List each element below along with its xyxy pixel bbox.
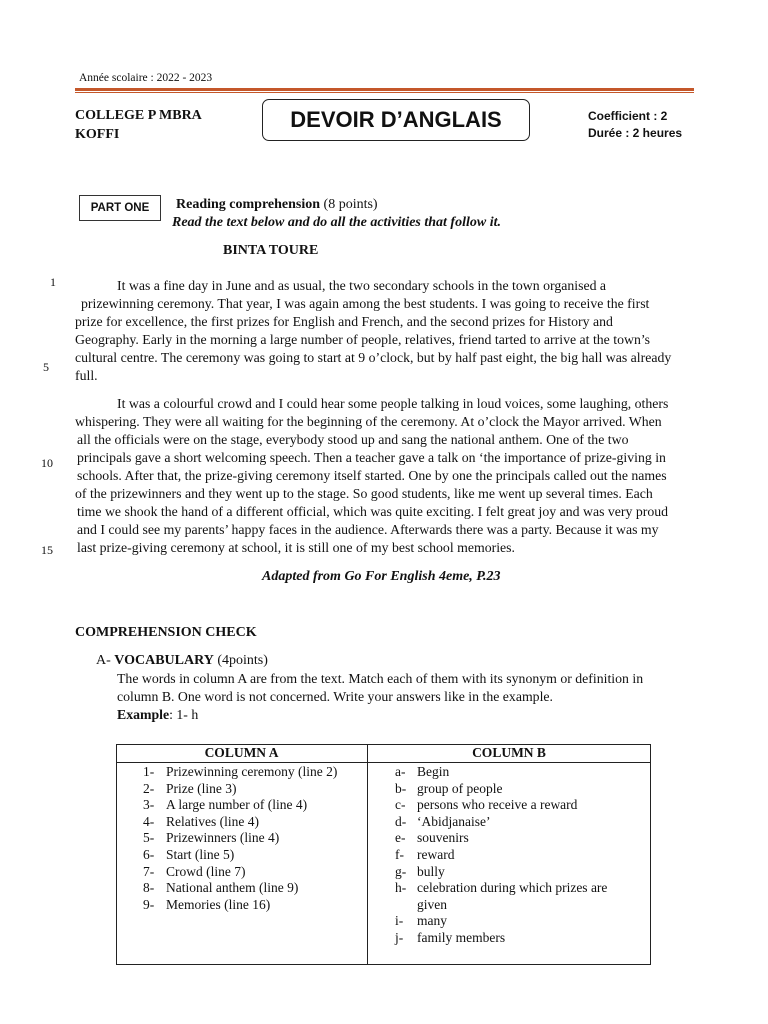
text-line: full. (75, 368, 98, 383)
section-points: (4points) (217, 653, 268, 668)
college-name-line1: COLLEGE P MBRA (75, 108, 202, 123)
text-line: principals gave a short welcoming speech. Then a teacher gave a talk on ‘the importance of prize-giving in (77, 450, 666, 465)
column-divider (367, 744, 368, 965)
item-number: c- (395, 797, 406, 813)
instruction-line: The words in column A are from the text. Match each of them with its synonym or definition in (117, 671, 644, 686)
item-text: many (417, 913, 447, 929)
section-letter: A- (96, 653, 111, 668)
text-line: whispering. They were all waiting for the beginning of the ceremony. At o’clock the Mayor arrived. When (75, 414, 662, 429)
college-name-line2: KOFFI (75, 127, 120, 142)
item-number: 2- (143, 780, 155, 796)
text-line: prize for excellence, the first prizes for English and French, and the second prizes for History and (75, 314, 613, 329)
item-number: b- (395, 780, 407, 796)
part-label: PART ONE (79, 195, 161, 221)
section-title: VOCABULARY (114, 653, 214, 668)
part-title-text: Reading comprehension (176, 197, 321, 212)
item-text: A large number of (line 4) (166, 797, 308, 813)
line-number: 1 (50, 275, 56, 289)
vocabulary-heading (96, 653, 268, 669)
item-number: 8- (143, 880, 155, 896)
comprehension-heading: COMPREHENSION CHECK (75, 625, 257, 640)
item-text: given (417, 896, 447, 912)
item-number: a- (395, 764, 406, 779)
item-text: family members (417, 930, 506, 945)
item-text: Crowd (line 7) (166, 863, 246, 879)
item-number: 1- (143, 764, 155, 779)
coefficient: Coefficient : 2 (588, 109, 668, 123)
text-line: last prize-giving ceremony at school, it is still one of my best school memories. (77, 540, 515, 555)
text-line: It was a colourful crowd and I could hear some people talking in loud voices, some laughing, others (117, 396, 669, 411)
item-text: Begin (417, 764, 450, 779)
item-text: bully (417, 863, 445, 879)
text-line: It was a fine day in June and as usual, the two secondary schools in the town organised a (117, 278, 607, 293)
item-number: j- (395, 930, 404, 945)
item-text: reward (417, 847, 455, 862)
line-number: 15 (41, 543, 53, 557)
header-divider (116, 762, 651, 763)
item-number: 5- (143, 830, 155, 846)
item-number: f- (395, 847, 404, 862)
text-line: time we shook the hand of a different official, which was quite exciting. I felt great joy and was very proud (77, 504, 669, 519)
text-line: cultural centre. The ceremony was going to start at 9 o’clock, but by half past eight, the big hall was already (75, 350, 672, 365)
text-line: schools. After that, the prize-giving ceremony itself started. One by one the principals called out the names (77, 468, 667, 483)
instruction-line: column B. One word is not concerned. Write your answers like in the example. (117, 689, 553, 704)
item-number: e- (395, 830, 406, 846)
duration: Durée : 2 heures (588, 126, 683, 140)
item-number: g- (395, 863, 407, 879)
story-title: BINTA TOURE (223, 243, 319, 258)
item-number: i- (395, 913, 404, 929)
item-number: 6- (143, 847, 155, 862)
column-a-header: COLUMN A (204, 745, 279, 760)
school-year: Année scolaire : 2022 - 2023 (79, 72, 213, 84)
text-line: of the prizewinners and they went up to the stage. So good students, like me went up several times. Each (75, 486, 653, 501)
part-title (176, 197, 378, 213)
header-rule (75, 88, 694, 91)
item-number: 9- (143, 896, 155, 912)
item-text: Relatives (line 4) (166, 813, 259, 829)
college-name (75, 106, 202, 144)
part-instruction: Read the text below and do all the activities that follow it. (172, 215, 501, 230)
exam-meta (588, 108, 682, 142)
item-number: 7- (143, 863, 155, 879)
example-label: Example (117, 707, 170, 722)
text-source: Adapted from Go For English 4eme, P.23 (262, 569, 501, 584)
item-text: persons who receive a reward (417, 797, 578, 813)
column-b-header: COLUMN B (472, 745, 546, 760)
line-number: 10 (41, 456, 53, 470)
item-text: National anthem (line 9) (166, 880, 299, 896)
item-text: Prize (line 3) (166, 780, 237, 796)
item-text: Prizewinning ceremony (line 2) (166, 764, 338, 779)
item-text: souvenirs (417, 830, 469, 846)
item-text: celebration during which prizes are (417, 880, 608, 896)
header-rule-thin (75, 92, 694, 93)
item-text: Prizewinners (line 4) (166, 830, 280, 846)
example-value: : 1- h (169, 707, 199, 722)
example-line (117, 707, 198, 723)
item-number: 3- (143, 797, 155, 813)
item-text: group of people (417, 780, 503, 796)
item-number: h- (395, 880, 407, 896)
item-number: d- (395, 813, 407, 829)
line-number: 5 (43, 360, 49, 374)
item-text: Start (line 5) (166, 847, 235, 862)
text-line: Geography. Early in the morning a large number of people, relatives, friend tarted to arrive at the town’s (75, 332, 651, 347)
document-title: DEVOIR D’ANGLAIS (262, 99, 530, 141)
part-points: (8 points) (323, 197, 378, 212)
item-number: 4- (143, 813, 155, 829)
item-text: ‘Abidjanaise’ (417, 813, 491, 829)
text-line: all the officials were on the stage, everybody stood up and sang the national anthem. One of the two (77, 432, 629, 447)
item-text: Memories (line 16) (166, 896, 271, 912)
text-line: and I could see my parents’ happy faces in the audience. Afterwards there was a party. Because it was my (77, 522, 659, 537)
text-line: prizewinning ceremony. That year, I was again among the best students. I was going to receive the first (81, 296, 650, 311)
